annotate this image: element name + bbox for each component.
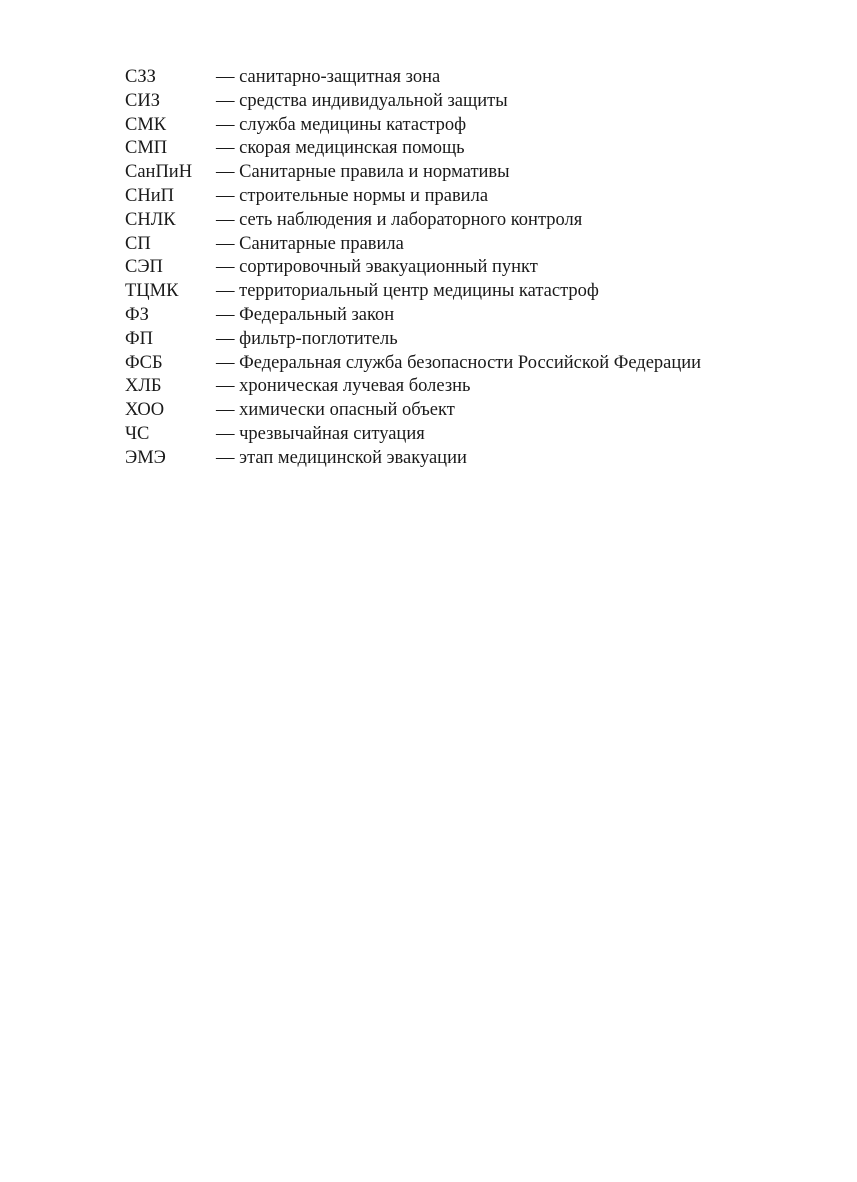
abbreviation-definition: — чрезвычайная ситуация: [216, 423, 425, 444]
abbreviation-row: [125, 114, 701, 138]
abbreviation-definition: — строительные нормы и правила: [216, 185, 489, 206]
abbreviation-row: [125, 90, 701, 114]
abbreviation-definition: — санитарно-защитная зона: [216, 67, 441, 87]
abbreviation-definition: — сеть наблюдения и лабораторного контроля: [216, 209, 583, 230]
abbreviation-row: [125, 304, 701, 328]
abbreviation-definition: — служба медицины катастроф: [216, 114, 467, 135]
abbreviation-row: [125, 280, 701, 304]
abbreviation-definition: — этап медицинской эвакуации: [216, 447, 467, 468]
abbreviation-row: [125, 399, 701, 423]
abbreviation-row: [125, 66, 701, 90]
abbreviation-term: СИЗ: [125, 90, 160, 111]
abbreviation-definition: — Санитарные правила: [216, 233, 404, 254]
abbreviation-term: ФСБ: [125, 352, 163, 373]
abbreviation-term: СМП: [125, 138, 168, 159]
abbreviation-row: [125, 328, 701, 352]
abbreviation-term: ЧС: [125, 423, 150, 444]
abbreviation-term: ФП: [125, 328, 153, 349]
abbreviation-term: СП: [125, 233, 151, 254]
abbreviation-definition: — Федеральная служба безопасности Российской Федерации: [216, 352, 702, 373]
abbreviation-definition: — Федеральный закон: [216, 304, 395, 325]
abbreviation-row: [125, 185, 701, 209]
abbreviation-definition: — Санитарные правила и нормативы: [216, 162, 510, 183]
abbreviation-definition: — фильтр-поглотитель: [216, 328, 398, 349]
abbreviation-list: [125, 66, 701, 471]
abbreviation-row: [125, 423, 701, 447]
abbreviation-term: СНЛК: [125, 209, 176, 230]
abbreviation-definition: — хроническая лучевая болезнь: [216, 376, 471, 397]
abbreviation-row: [125, 375, 701, 399]
abbreviation-row: [125, 161, 701, 185]
abbreviation-term: СЭП: [125, 257, 163, 278]
abbreviation-term: СанПиН: [125, 162, 193, 183]
abbreviation-definition: — химически опасный объект: [216, 400, 455, 421]
abbreviation-definition: — сортировочный эвакуационный пункт: [216, 257, 538, 278]
abbreviation-definition: — средства индивидуальной защиты: [216, 90, 508, 111]
abbreviation-row: [125, 447, 701, 471]
abbreviation-term: СЗЗ: [125, 67, 156, 87]
abbreviation-row: [125, 137, 701, 161]
abbreviation-term: ТЦМК: [125, 281, 179, 302]
abbreviation-row: [125, 233, 701, 257]
abbreviation-term: ЭМЭ: [125, 447, 166, 468]
abbreviation-row: [125, 256, 701, 280]
abbreviation-term: ФЗ: [125, 304, 149, 325]
abbreviation-definition: — территориальный центр медицины катастроф: [216, 281, 599, 302]
abbreviation-term: ХЛБ: [125, 376, 162, 397]
abbreviation-term: СНиП: [125, 185, 174, 206]
abbreviation-term: СМК: [125, 114, 167, 135]
abbreviation-row: [125, 209, 701, 233]
abbreviation-definition: — скорая медицинская помощь: [216, 138, 465, 159]
abbreviation-row: [125, 352, 701, 376]
abbreviation-term: ХОО: [125, 400, 165, 421]
